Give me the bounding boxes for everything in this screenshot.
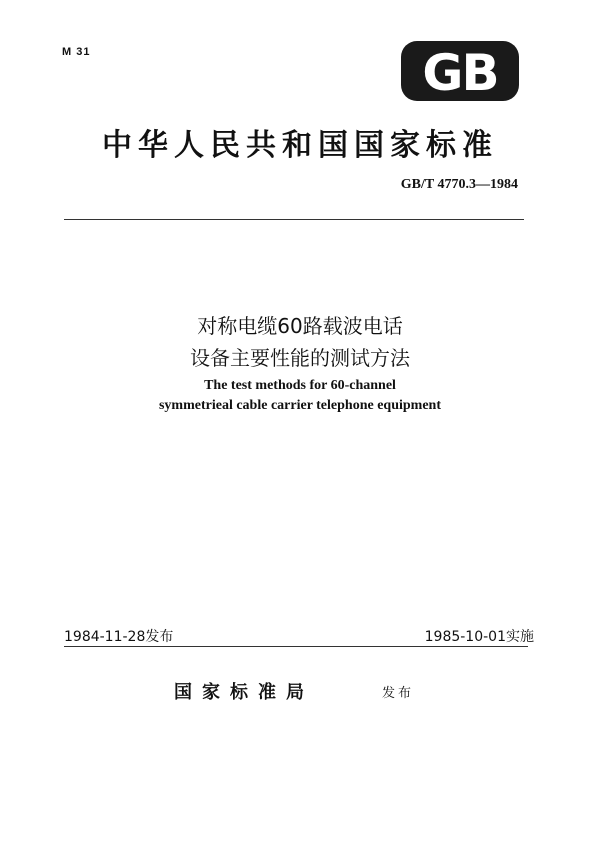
issue-date: 1984-11-28发布 — [64, 629, 174, 645]
header-divider — [64, 219, 524, 220]
gb-logo-text: GB — [422, 44, 498, 102]
issuer-verb: 发布 — [382, 686, 415, 701]
implementation-date: 1985-10-01实施 — [424, 629, 534, 645]
category-code: M 31 — [62, 46, 91, 58]
issuer-name: 国家标准局 — [174, 682, 314, 703]
org-title: 中华人民共和国国家标准 — [102, 128, 498, 163]
title-cn-line2: 设备主要性能的测试方法 — [190, 346, 410, 370]
footer-divider — [64, 646, 528, 647]
title-cn-line1: 对称电缆60路载波电话 — [197, 314, 403, 338]
gb-logo — [400, 40, 520, 102]
standard-number: GB/T 4770.3—1984 — [400, 177, 518, 192]
title-en-line2: symmetrieal cable carrier telephone equipment — [158, 398, 441, 413]
title-en-line1: The test methods for 60-channel — [204, 378, 396, 393]
